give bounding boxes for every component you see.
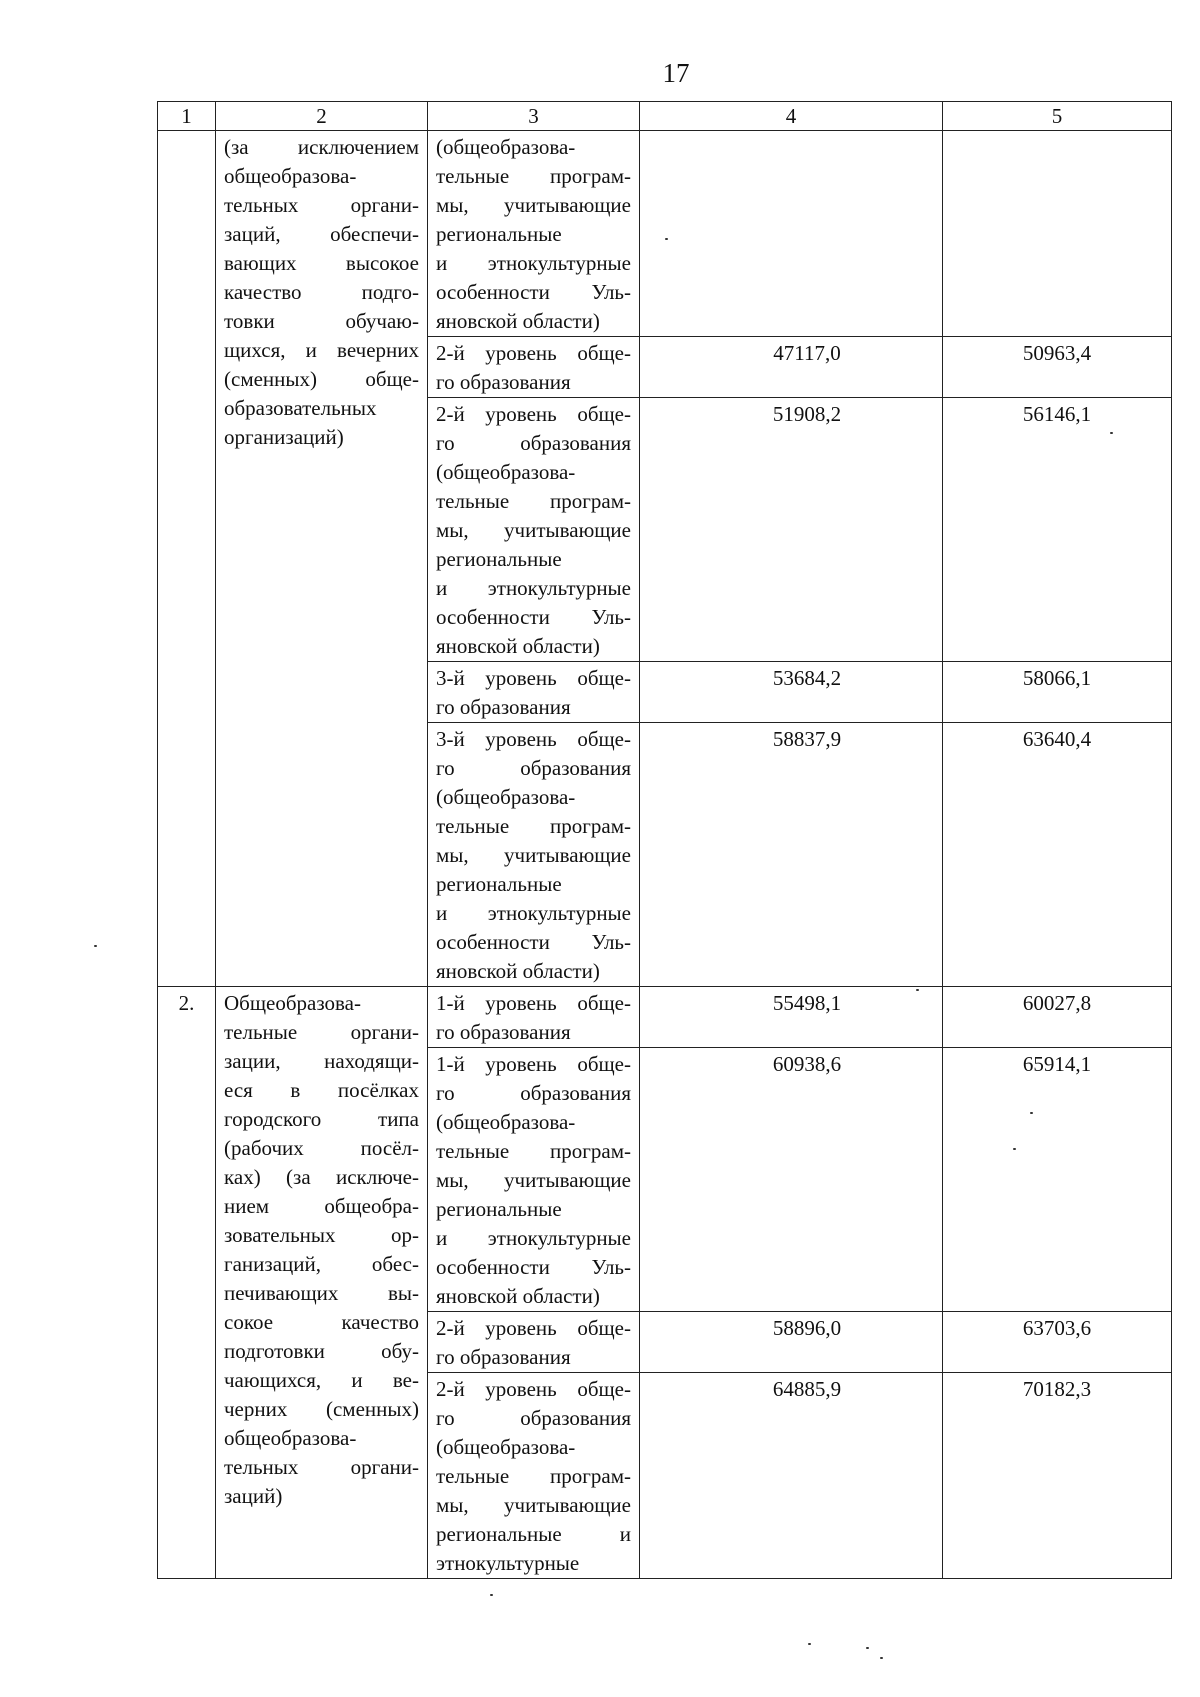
education-level-line: 2-й уровень обще-: [436, 402, 631, 426]
organization-type-line: чающихся, и ве-: [224, 1368, 419, 1392]
education-level-line: и этнокультурные: [436, 1226, 631, 1250]
education-level-line: 2-й уровень обще-: [436, 341, 631, 365]
education-level: [428, 131, 640, 337]
scan-speck: [665, 238, 668, 240]
organization-type-line: черних (сменных): [224, 1397, 419, 1421]
organization-type-line: печивающих вы-: [224, 1281, 419, 1305]
organization-type-line: вающих высокое: [224, 251, 419, 275]
organization-type-line: подготовки обу-: [224, 1339, 419, 1363]
organization-type-line: нием общеобра-: [224, 1194, 419, 1218]
education-level: [428, 723, 640, 987]
value-column-4: 58837,9: [640, 723, 943, 987]
education-level-line: мы, учитывающие: [436, 843, 631, 867]
organization-type-line: Общеобразова-: [224, 991, 361, 1015]
education-level-line: 2-й уровень обще-: [436, 1377, 631, 1401]
education-level-line: особенности Уль-: [436, 930, 631, 954]
value-column-5: 70182,3: [943, 1373, 1172, 1579]
organization-type-line: городского типа: [224, 1107, 419, 1131]
value-column-4: 47117,0: [640, 337, 943, 398]
organization-type-line: ганизаций, обес-: [224, 1252, 419, 1276]
education-level: [428, 337, 640, 398]
education-level-line: (общеобразова-: [436, 135, 576, 159]
education-level-line: мы, учитывающие: [436, 518, 631, 542]
organization-type: [216, 987, 428, 1579]
education-level-line: региональные: [436, 1197, 562, 1221]
education-level-line: го образования: [436, 1406, 631, 1430]
organization-type-line: тельных органи-: [224, 1455, 419, 1479]
table-body: [158, 102, 1172, 1579]
education-level-line: го образования: [436, 431, 631, 455]
organization-type-line: (за исключением: [224, 135, 419, 159]
education-level-line: особенности Уль-: [436, 605, 631, 629]
organization-type-line: сокое качество: [224, 1310, 419, 1334]
education-level-line: тельные програм-: [436, 489, 631, 513]
education-level-line: го образования: [436, 756, 631, 780]
education-level-line: тельные програм-: [436, 164, 631, 188]
organization-type-line: зовательных ор-: [224, 1223, 419, 1247]
value-column-5: 63640,4: [943, 723, 1172, 987]
column-header-3: 3: [428, 102, 640, 131]
education-level-line: мы, учитывающие: [436, 193, 631, 217]
value-column-5: [943, 131, 1172, 337]
organization-type-line: (сменных) обще-: [224, 367, 419, 391]
organization-type-line: качество подго-: [224, 280, 419, 304]
organization-type-line: организаций): [224, 425, 344, 449]
organization-type-line: еся в посёлках: [224, 1078, 419, 1102]
value-column-4: 58896,0: [640, 1312, 943, 1373]
education-level-line: мы, учитывающие: [436, 1493, 631, 1517]
organization-type-line: товки обучаю-: [224, 309, 419, 333]
value-column-5: 58066,1: [943, 662, 1172, 723]
education-level-line: (общеобразова-: [436, 785, 576, 809]
education-level-line: этнокультурные: [436, 1551, 580, 1575]
scan-speck: [94, 945, 97, 947]
organization-type-line: образовательных: [224, 396, 377, 420]
education-level-line: (общеобразова-: [436, 460, 576, 484]
education-level-line: (общеобразова-: [436, 1110, 576, 1134]
organization-type-line: ках) (за исключе-: [224, 1165, 419, 1189]
organization-type: [216, 131, 428, 987]
education-level-line: и этнокультурные: [436, 901, 631, 925]
column-header-5: 5: [943, 102, 1172, 131]
value-column-5: 56146,1: [943, 398, 1172, 662]
education-level-line: яновской области): [436, 309, 600, 333]
value-column-4: 60938,6: [640, 1048, 943, 1312]
organization-type-line: щихся, и вечерних: [224, 338, 419, 362]
page-number: 17: [662, 58, 690, 88]
education-level: [428, 398, 640, 662]
education-level-line: и этнокультурные: [436, 251, 631, 275]
education-level-line: го образования: [436, 370, 571, 394]
education-level-line: го образования: [436, 1345, 571, 1369]
scan-speck: [490, 1594, 493, 1596]
value-column-4: 55498,1: [640, 987, 943, 1048]
education-level-line: мы, учитывающие: [436, 1168, 631, 1192]
row-number: [158, 131, 216, 987]
education-level-line: особенности Уль-: [436, 280, 631, 304]
education-level-line: особенности Уль-: [436, 1255, 631, 1279]
scan-speck: [1110, 432, 1113, 434]
organization-type-line: общеобразова-: [224, 164, 357, 188]
education-level-line: яновской области): [436, 1284, 600, 1308]
education-level-line: региональные: [436, 547, 562, 571]
education-level-line: тельные програм-: [436, 1464, 631, 1488]
education-level-line: региональные: [436, 872, 562, 896]
education-level-line: региональные и: [436, 1522, 631, 1546]
value-column-4: 51908,2: [640, 398, 943, 662]
education-level-line: 1-й уровень обще-: [436, 991, 631, 1015]
education-level: [428, 1312, 640, 1373]
scan-speck: [866, 1647, 869, 1649]
scan-speck: [808, 1643, 811, 1645]
education-level-line: го образования: [436, 695, 571, 719]
value-column-5: 65914,1: [943, 1048, 1172, 1312]
education-level: [428, 662, 640, 723]
table-row: [158, 131, 1172, 337]
education-level-line: (общеобразова-: [436, 1435, 576, 1459]
education-level-line: го образования: [436, 1081, 631, 1105]
scan-speck: [1030, 1112, 1033, 1114]
row-number: 2.: [158, 987, 216, 1579]
value-column-5: 63703,6: [943, 1312, 1172, 1373]
organization-type-line: общеобразова-: [224, 1426, 357, 1450]
column-header-4: 4: [640, 102, 943, 131]
education-level: [428, 1048, 640, 1312]
education-level-line: 3-й уровень обще-: [436, 666, 631, 690]
header-row: [158, 102, 1172, 131]
value-column-4: 53684,2: [640, 662, 943, 723]
education-level: [428, 1373, 640, 1579]
scan-speck: [880, 1657, 883, 1659]
value-column-5: 50963,4: [943, 337, 1172, 398]
organization-type-line: зации, находящи-: [224, 1049, 419, 1073]
organization-type-line: заций, обеспечи-: [224, 222, 419, 246]
scan-speck: [1013, 1148, 1016, 1150]
scan-speck: [916, 989, 919, 991]
organization-type-line: тельные органи-: [224, 1020, 419, 1044]
education-level-line: 2-й уровень обще-: [436, 1316, 631, 1340]
education-level: [428, 987, 640, 1048]
education-level-line: тельные програм-: [436, 814, 631, 838]
education-level-line: региональные: [436, 222, 562, 246]
value-column-4: [640, 131, 943, 337]
tariff-table: [157, 101, 1172, 1579]
table-row: [158, 987, 1172, 1048]
value-column-4: 64885,9: [640, 1373, 943, 1579]
column-header-1: 1: [158, 102, 216, 131]
value-column-5: 60027,8: [943, 987, 1172, 1048]
education-level-line: и этнокультурные: [436, 576, 631, 600]
column-header-2: 2: [216, 102, 428, 131]
education-level-line: го образования: [436, 1020, 571, 1044]
organization-type-line: (рабочих посёл-: [224, 1136, 419, 1160]
education-level-line: 1-й уровень обще-: [436, 1052, 631, 1076]
organization-type-line: заций): [224, 1484, 283, 1508]
education-level-line: яновской области): [436, 959, 600, 983]
education-level-line: яновской области): [436, 634, 600, 658]
education-level-line: тельные програм-: [436, 1139, 631, 1163]
education-level-line: 3-й уровень обще-: [436, 727, 631, 751]
organization-type-line: тельных органи-: [224, 193, 419, 217]
